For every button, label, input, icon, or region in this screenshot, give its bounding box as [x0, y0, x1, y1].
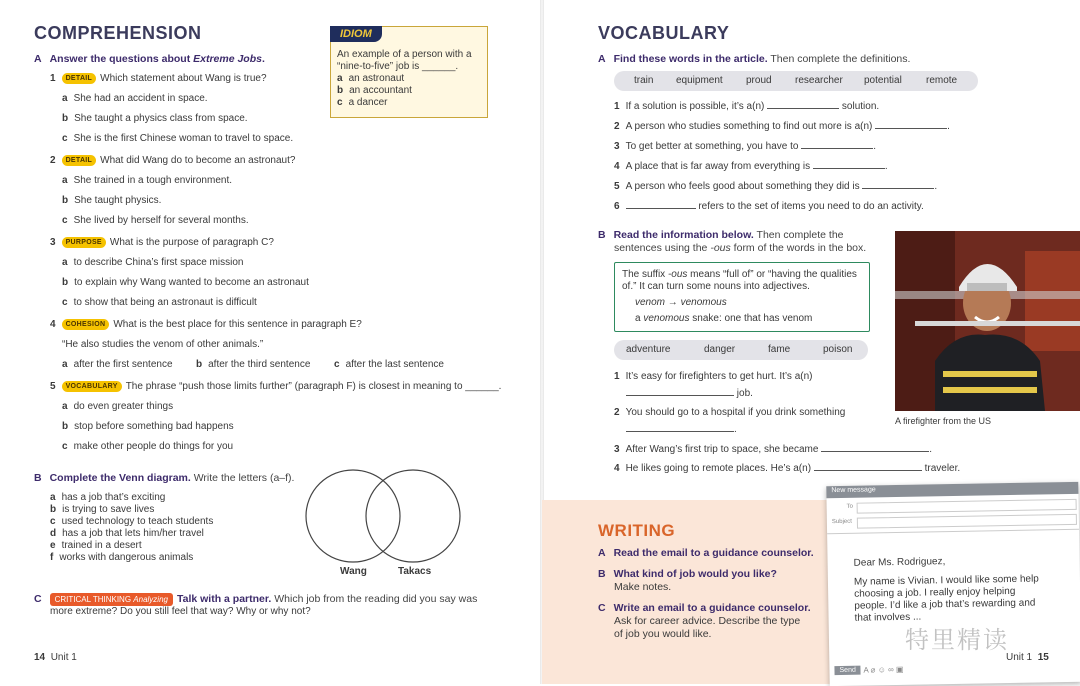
option[interactable]: c make other people do things for you: [62, 441, 234, 452]
word: equipment: [676, 75, 723, 86]
writing-title: WRITING: [598, 521, 676, 540]
option[interactable]: b to explain why Wang wanted to become an astronaut: [62, 277, 309, 288]
attach-icon: ⌀: [870, 665, 876, 675]
email-divider: [827, 529, 1079, 534]
image-icon: ▣: [895, 664, 904, 675]
definition: 5 A person who feels good about something they did is .: [614, 181, 938, 192]
writing-section-a: A Read the email to a guidance counselor.: [598, 547, 814, 559]
option[interactable]: b an accountant: [337, 85, 412, 96]
comprehension-title: COMPREHENSION: [34, 23, 202, 43]
option[interactable]: a to describe China’s first space mission: [62, 257, 244, 268]
photo-caption: A firefighter from the US: [895, 416, 992, 426]
skill-tag: VOCABULARY: [62, 381, 122, 392]
email-send-button[interactable]: Send: [834, 666, 861, 675]
emoji-icon: ☺: [877, 665, 886, 675]
email-to-field[interactable]: [857, 499, 1077, 514]
venn-item: b is trying to save lives: [50, 504, 155, 515]
venn-item: e trained in a desert: [50, 540, 142, 551]
word: adventure: [626, 344, 671, 355]
venn-item: d has a job that lets him/her travel: [50, 528, 204, 539]
firefighter-photo: [895, 231, 1080, 411]
option[interactable]: a an astronaut: [337, 73, 405, 84]
question-4-quote: “He also studies the venom of other animals.”: [62, 339, 264, 350]
info-example: venom → venomous: [635, 297, 727, 308]
suffix-info-box: [614, 262, 870, 332]
writing-section-b: B What kind of job would you like?: [598, 568, 777, 580]
comprehension-section-a: A Answer the questions about Extreme Jobs.: [34, 53, 265, 65]
arrow-icon: →: [667, 297, 678, 308]
venn-label-right: Takacs: [398, 566, 432, 577]
comprehension-section-c: C CRITICAL THINKING Analyzing Talk with a partner. Which job from the reading did you say was: [34, 593, 478, 605]
firefighter-image: [895, 231, 1080, 411]
word: fame: [768, 344, 791, 355]
option[interactable]: a after the first sentence: [62, 359, 173, 370]
option[interactable]: a She trained in a tough environment.: [62, 175, 232, 186]
email-to-label: To: [846, 503, 854, 510]
idiom-tab: IDIOM: [330, 26, 382, 42]
email-body-line: choosing a job. I really enjoy helping: [854, 585, 1016, 600]
writing-background: [542, 500, 842, 684]
word: train: [634, 75, 654, 86]
definition: 4 A place that is far away from everything is .: [614, 161, 888, 172]
sentence: 2 You should go to a hospital if you drink something: [614, 407, 846, 418]
answer-blank[interactable]: [862, 180, 934, 189]
option[interactable]: b She taught physics.: [62, 195, 162, 206]
option[interactable]: c after the last sentence: [334, 359, 444, 370]
page-number-right: Unit 1 15: [1006, 652, 1049, 663]
definition: 2 A person who studies something to find out more is a(n) .: [614, 121, 950, 132]
definition: 6 refers to the set of items you need to do an activity.: [614, 201, 924, 212]
answer-blank[interactable]: [767, 100, 839, 109]
critical-thinking-tag: CRITICAL THINKING Analyzing: [50, 593, 173, 606]
answer-blank[interactable]: [626, 200, 696, 209]
info-text: The suffix -ous means “full of” or “having the qualities: [622, 269, 857, 280]
writing-section-c: C Write an email to a guidance counselor.: [598, 602, 811, 614]
email-subject-label: Subject: [831, 518, 852, 526]
email-body-line: My name is Vivian. I would like some help: [853, 573, 1039, 588]
answer-blank[interactable]: [814, 462, 922, 471]
option[interactable]: c She is the first Chinese woman to travel to space.: [62, 133, 294, 144]
word: potential: [864, 75, 902, 86]
answer-blank[interactable]: [813, 160, 885, 169]
sentence: 1 It’s easy for firefighters to get hurt. It’s a(n): [614, 371, 813, 382]
skill-tag: DETAIL: [62, 73, 97, 84]
venn-item: f works with dangerous animals: [50, 552, 194, 563]
email-toolbar-icons[interactable]: A ⌀ ☺ ∞ ▣: [863, 664, 904, 675]
option[interactable]: a She had an accident in space.: [62, 93, 208, 104]
sentence: 4 He likes going to remote places. He’s a(n) traveler.: [614, 463, 961, 474]
venn-circle-takacs: [366, 470, 460, 562]
definition: 3 To get better at something, you have to .: [614, 141, 877, 152]
answer-blank[interactable]: [626, 423, 734, 432]
word-box-2: [614, 340, 868, 360]
venn-item: a has a job that’s exciting: [50, 492, 166, 503]
info-text: of.” It can turn some nouns into adjectives.: [622, 281, 810, 292]
question-1: 1 DETAIL Which statement about Wang is true?: [50, 73, 267, 84]
option[interactable]: b She taught a physics class from space.: [62, 113, 248, 124]
link-icon: ∞: [888, 665, 894, 675]
word: researcher: [795, 75, 843, 86]
section-c-text: more extreme? Do you still feel that way? Why or why not?: [50, 606, 311, 617]
question-4: 4 COHESION What is the best place for this sentence in paragraph E?: [50, 319, 362, 330]
section-b-instructions: sentences using the -ous form of the words in the box.: [614, 242, 867, 254]
venn-label-left: Wang: [340, 566, 367, 577]
answer-blank[interactable]: [875, 120, 947, 129]
answer-blank[interactable]: [626, 387, 734, 396]
idiom-text: An example of a person with a: [337, 49, 472, 60]
email-greeting: Dear Ms. Rodriguez,: [853, 556, 946, 569]
question-2: 2 DETAIL What did Wang do to become an astronaut?: [50, 155, 296, 166]
skill-tag: COHESION: [62, 319, 110, 330]
word: danger: [704, 344, 736, 355]
email-body-line: people. I’d like a job that’s rewarding and: [854, 597, 1036, 612]
option[interactable]: c a dancer: [337, 97, 388, 108]
vocabulary-title: VOCABULARY: [598, 23, 730, 43]
writing-b-text: Make notes.: [614, 581, 672, 593]
definition: 1 If a solution is possible, it’s a(n) solution.: [614, 101, 880, 112]
venn-item: c used technology to teach students: [50, 516, 214, 527]
question-3: 3 PURPOSE What is the purpose of paragraph C?: [50, 237, 274, 248]
vocabulary-section-a: A Find these words in the article. Then complete the definitions.: [598, 53, 911, 65]
word-box: [614, 71, 978, 91]
idiom-text: “nine-to-five” job is ______.: [337, 61, 459, 72]
email-subject-field[interactable]: [857, 514, 1077, 529]
answer-blank[interactable]: [821, 443, 929, 452]
email-header-label: New message: [831, 486, 876, 495]
word: proud: [746, 75, 772, 86]
writing-c-text: Ask for career advice. Describe the type: [614, 615, 801, 627]
watermark: 特里精读: [905, 627, 1009, 654]
sentence: .: [626, 423, 737, 435]
sentence: 3 After Wang’s first trip to space, she became .: [614, 444, 932, 455]
page-number-left: 14 Unit 1: [34, 652, 77, 663]
idiom-box: [330, 26, 488, 118]
venn-diagram: [300, 468, 470, 568]
word: remote: [926, 75, 958, 86]
option[interactable]: b stop before something bad happens: [62, 421, 234, 432]
skill-tag: DETAIL: [62, 155, 97, 166]
vocabulary-section-b: B Read the information below. Then complete the: [598, 229, 844, 241]
writing-c-text: of job you would like.: [614, 628, 712, 640]
comprehension-section-b: B Complete the Venn diagram. Write the letters (a–f).: [34, 472, 295, 484]
email-body-line: that involves ...: [854, 611, 922, 624]
option[interactable]: c to show that being an astronaut is difficult: [62, 297, 257, 308]
answer-blank[interactable]: [801, 140, 873, 149]
word: poison: [823, 344, 853, 355]
option[interactable]: b after the third sentence: [196, 359, 311, 370]
skill-tag: PURPOSE: [62, 237, 106, 248]
option[interactable]: a do even greater things: [62, 401, 174, 412]
question-5: 5 VOCABULARY The phrase “push those limits further” (paragraph F) is closest in meaning to ______.: [50, 381, 502, 392]
option[interactable]: c She lived by herself for several months.: [62, 215, 249, 226]
venn-circle-wang: [306, 470, 400, 562]
info-example: a venomous snake: one that has venom: [635, 313, 813, 324]
sentence: job.: [626, 387, 753, 399]
